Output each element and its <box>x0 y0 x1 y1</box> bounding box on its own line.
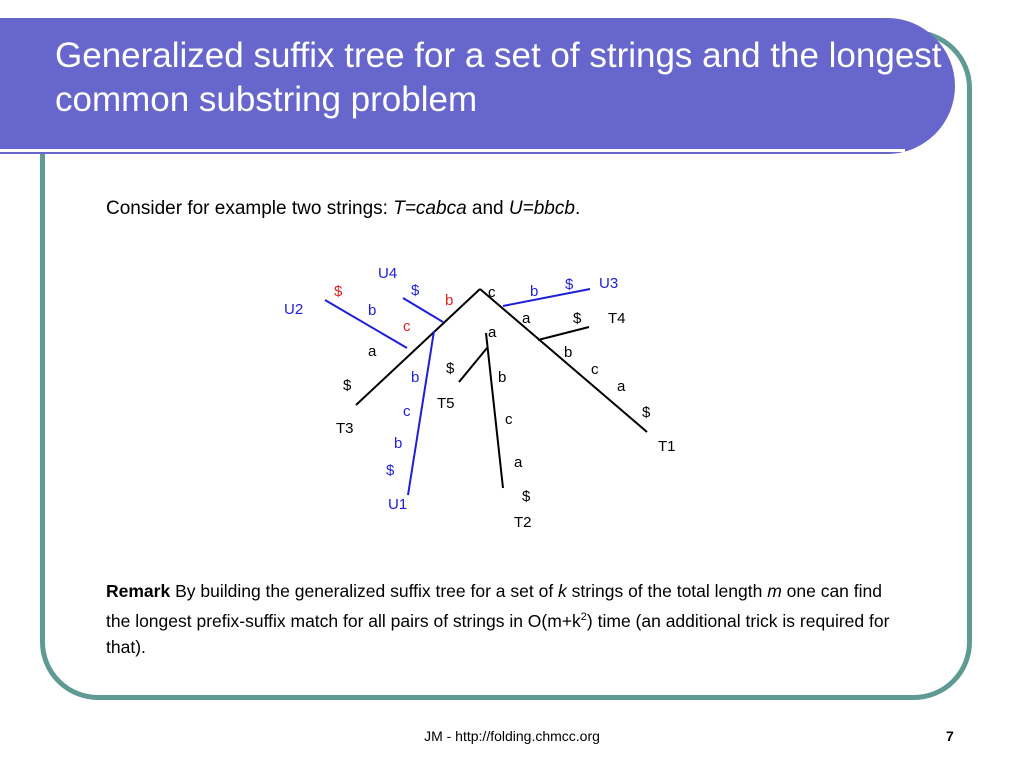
remark-k: k <box>558 581 567 601</box>
leaf-label-t4: T4 <box>608 310 626 327</box>
edge-label-t2-c: c <box>505 411 513 428</box>
edge-label-u3-dollar: $ <box>565 276 574 293</box>
intro-lead: Consider for example two strings: <box>106 198 394 219</box>
edge-u2 <box>325 300 407 348</box>
remark-text-3: one can find the longest prefix-suffix match for all pairs of strings in O(m+k <box>106 581 882 631</box>
edge-label-t5-dollar: $ <box>446 360 455 377</box>
remark-text-4: ) time (an additional trick is required for that). <box>106 610 890 657</box>
edge-label-t1-dollar: $ <box>642 404 651 421</box>
intro-end: . <box>574 198 581 219</box>
t-string: T=cabca <box>393 198 467 219</box>
u-string: U=bbcb <box>508 198 575 219</box>
edge-label-t4-dollar: $ <box>573 310 582 327</box>
remark-superscript: 2 <box>580 611 587 623</box>
leaf-label-t3: T3 <box>336 420 354 437</box>
edge-label-u3-b: b <box>530 283 539 300</box>
leaf-label-u4: U4 <box>378 265 398 282</box>
page-number: 7 <box>946 728 954 744</box>
edge-label-u1-dollar: $ <box>386 462 395 479</box>
slide-title: Generalized suffix tree for a set of strings and the longest common substring problem <box>55 36 942 119</box>
remark-paragraph <box>106 578 906 660</box>
edge-label-t4-a: a <box>522 310 531 327</box>
edge-u3 <box>503 289 590 306</box>
remark-text-1: By building the generalized suffix tree for a set of <box>170 581 559 601</box>
edge-label-u2-dollar: $ <box>334 283 343 300</box>
edge-label-u1-b2: b <box>394 435 403 452</box>
edge-label-t2-a2: a <box>514 454 523 471</box>
remark-m: m <box>767 581 782 601</box>
edge-label-root-c: c <box>488 284 496 301</box>
edge-label-t1-c: c <box>591 361 599 378</box>
edge-t2 <box>486 333 503 488</box>
intro-and: and <box>466 198 509 219</box>
edge-t5 <box>459 348 487 382</box>
suffix-tree-diagram <box>270 255 700 545</box>
leaf-label-u2: U2 <box>284 301 304 318</box>
edge-label-u1-b: b <box>411 369 420 386</box>
remark-text-2: strings of the total length <box>566 581 768 601</box>
edge-label-t2-dollar: $ <box>522 488 531 505</box>
edge-label-t3-a: a <box>368 343 377 360</box>
leaf-label-t5: T5 <box>437 395 455 412</box>
leaf-label-t1: T1 <box>658 438 676 455</box>
footer-text: JM - http://folding.chmcc.org <box>424 728 600 744</box>
edge-label-t2-a: a <box>488 324 497 341</box>
edge-label-shared-c: c <box>403 318 411 335</box>
title-underline <box>0 149 905 152</box>
edge-label-t1-b: b <box>564 344 573 361</box>
edge-label-u4-dollar: $ <box>411 282 420 299</box>
edge-label-t2-b: b <box>498 369 507 386</box>
edge-label-t1-a: a <box>617 378 626 395</box>
edge-u1 <box>408 331 434 495</box>
leaf-label-u3: U3 <box>599 275 619 292</box>
edge-label-shared-b: b <box>445 292 454 309</box>
edge-label-t3-dollar: $ <box>343 377 352 394</box>
edge-label-u2-b: b <box>368 302 377 319</box>
remark-label: Remark <box>106 581 171 601</box>
leaf-label-u1: U1 <box>388 496 408 513</box>
leaf-label-t2: T2 <box>514 514 532 531</box>
edge-t4 <box>538 327 589 340</box>
edge-label-u1-c: c <box>403 403 411 420</box>
intro-text <box>106 198 580 220</box>
